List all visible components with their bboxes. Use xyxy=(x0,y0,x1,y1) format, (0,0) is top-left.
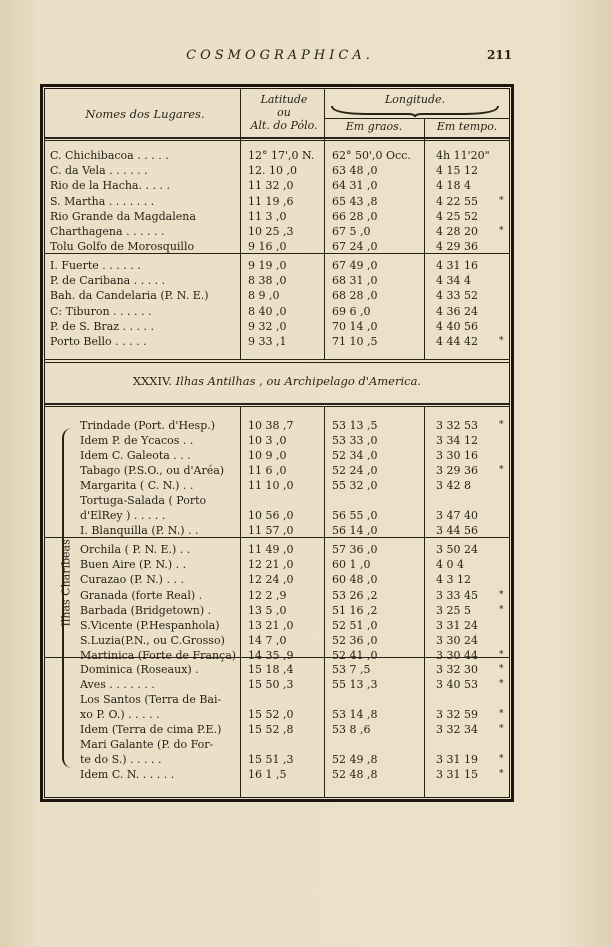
longitude-degrees-cell: 52 51 ,0 xyxy=(332,619,378,632)
table-row xyxy=(0,588,612,603)
longitude-degrees-cell: 65 43 ,8 xyxy=(332,194,378,208)
longitude-time-cell: 3 30 16 xyxy=(436,449,478,462)
latitude-cell: 10 9 ,0 xyxy=(248,449,287,462)
section-rule-top xyxy=(44,359,510,360)
place-name: te do S.) . . . . . xyxy=(80,753,162,766)
latitude-cell: 12 21 ,0 xyxy=(248,558,294,572)
longitude-time-cell: 4 3 12 xyxy=(436,573,471,587)
place-name: Idem C. Galeota . . . xyxy=(80,449,191,462)
table-row xyxy=(0,319,612,334)
latitude-cell: 15 18 ,4 xyxy=(248,663,294,676)
longitude-time-cell: 4 34 4 xyxy=(436,274,471,288)
longitude-degrees-cell: 52 24 ,0 xyxy=(332,464,378,477)
table-row xyxy=(0,722,612,737)
longitude-time-cell: 3 25 5 xyxy=(436,603,471,617)
table-row xyxy=(0,633,612,648)
section-rule-bottom xyxy=(44,403,510,405)
header-rule-2 xyxy=(44,140,510,141)
longitude-time-cell: 3 31 24 xyxy=(436,619,478,632)
section-rule-bottom-2 xyxy=(44,406,510,407)
longitude-degrees-cell: 66 28 ,0 xyxy=(332,209,378,223)
latitude-cell: 9 16 ,0 xyxy=(248,240,287,254)
place-name: Tolu Golfo de Morosquillo xyxy=(50,240,195,254)
place-name: Trindade (Port. d'Hesp.) xyxy=(80,419,216,432)
longitude-time-cell: 3 44 56 xyxy=(436,524,478,537)
table-row xyxy=(0,523,612,538)
place-name: Idem (Terra de cima P.E.) xyxy=(80,723,222,736)
latitude-cell: 9 32 ,0 xyxy=(248,319,287,333)
place-name: C. da Vela . . . . . . xyxy=(50,164,148,178)
latitude-cell: 15 52 ,0 xyxy=(248,708,294,721)
longitude-time-cell: 4 29 36 xyxy=(436,240,478,254)
latitude-cell: 13 5 ,0 xyxy=(248,603,287,617)
latitude-cell: 14 7 ,0 xyxy=(248,634,287,648)
longitude-time-cell: 3 32 30 xyxy=(436,663,478,676)
asterisk-mark: * xyxy=(499,604,504,615)
asterisk-mark: * xyxy=(499,769,504,779)
latitude-cell: 15 52 ,8 xyxy=(248,723,294,736)
table-row xyxy=(0,618,612,633)
header-lat-2: ou xyxy=(277,106,291,119)
place-name: Bah. da Candelaria (P. N. E.) xyxy=(50,289,209,303)
longitude-time-cell: 3 32 34 xyxy=(436,723,478,736)
latitude-cell: 9 19 ,0 xyxy=(248,259,287,272)
longitude-time-cell: 3 34 12 xyxy=(436,434,478,447)
longitude-brace xyxy=(330,104,500,118)
latitude-cell: 11 57 ,0 xyxy=(248,524,294,537)
place-name: Idem C. N. . . . . . xyxy=(80,768,175,781)
place-name: Rio de la Hacha. . . . . xyxy=(50,179,170,193)
longitude-degrees-cell: 52 49 ,8 xyxy=(332,753,378,766)
table-row xyxy=(0,148,612,163)
section-title: Ilhas Antilhas , ou Archipelago d'America. xyxy=(175,374,422,388)
place-name: Granada (forte Real) . xyxy=(80,588,203,602)
longitude-time-cell: 3 32 53 xyxy=(436,419,478,432)
longitude-time-cell: 3 31 19 xyxy=(436,753,478,766)
longitude-degrees-cell: 52 48 ,8 xyxy=(332,768,378,781)
latitude-cell: 11 49 ,0 xyxy=(248,543,294,556)
longitude-time-cell: 4 40 56 xyxy=(436,319,478,333)
latitude-cell: 8 40 ,0 xyxy=(248,304,287,318)
longitude-degrees-cell: 53 33 ,0 xyxy=(332,434,378,447)
header-name: Nomes dos Lugares. xyxy=(85,107,205,121)
latitude-cell: 11 3 ,0 xyxy=(248,209,287,223)
longitude-degrees-cell: 52 34 ,0 xyxy=(332,449,378,462)
longitude-time-cell: 4 25 52 xyxy=(436,209,478,223)
latitude-cell: 15 51 ,3 xyxy=(248,753,294,766)
graos-tempo-rule xyxy=(324,118,510,119)
latitude-cell: 12 24 ,0 xyxy=(248,573,294,587)
group-divider-3 xyxy=(44,537,510,538)
place-name: P. de S. Braz . . . . . xyxy=(50,319,155,333)
place-name: I. Blanquilla (P. N.) . . xyxy=(80,524,199,537)
side-label-ilhas-charibeas: Ilhas Charibeas xyxy=(59,539,73,627)
table-row xyxy=(0,707,612,722)
latitude-cell: 12° 17',0 N. xyxy=(248,149,315,162)
longitude-time-cell: 3 40 53 xyxy=(436,678,478,691)
section-number: XXXIV. xyxy=(132,374,172,388)
place-name: Rio Grande da Magdalena xyxy=(50,209,196,223)
longitude-degrees-cell: 60 1 ,0 xyxy=(332,558,371,572)
asterisk-mark: * xyxy=(499,226,504,236)
longitude-degrees-cell: 53 13 ,5 xyxy=(332,419,378,432)
header-lat-3: Alt. do Pólo. xyxy=(250,119,318,132)
longitude-degrees-cell: 53 26 ,2 xyxy=(332,588,378,602)
table-row xyxy=(0,258,612,273)
latitude-cell: 10 25 ,3 xyxy=(248,225,294,238)
longitude-time-cell: 4 0 4 xyxy=(436,558,464,572)
longitude-degrees-cell: 70 14 ,0 xyxy=(332,319,378,333)
table-row xyxy=(0,542,612,557)
table-row xyxy=(0,737,612,752)
table-row xyxy=(0,334,612,349)
asterisk-mark: * xyxy=(499,465,504,475)
longitude-time-cell: 3 42 8 xyxy=(436,479,471,492)
longitude-time-cell: 4h 11'20" xyxy=(436,149,490,162)
longitude-time-cell: 4 33 52 xyxy=(436,289,478,303)
longitude-time-cell: 4 22 55 xyxy=(436,194,478,208)
place-name: Mari Galante (P. do For- xyxy=(80,738,214,751)
asterisk-mark: * xyxy=(499,724,504,734)
table-row xyxy=(0,493,612,508)
table-row xyxy=(0,273,612,288)
table-row xyxy=(0,767,612,782)
table-row xyxy=(0,433,612,448)
page-number: 211 xyxy=(487,48,513,62)
latitude-cell: 15 50 ,3 xyxy=(248,678,294,691)
table-row xyxy=(0,557,612,572)
place-name: P. de Caribana . . . . . xyxy=(50,274,166,288)
longitude-time-cell: 3 29 36 xyxy=(436,464,478,477)
longitude-degrees-cell: 67 24 ,0 xyxy=(332,240,378,254)
place-name: Margarita ( C. N.) . . xyxy=(80,479,194,492)
table-row xyxy=(0,603,612,618)
place-name: Orchila ( P. N. E.) . . xyxy=(80,543,191,556)
longitude-degrees-cell: 67 5 ,0 xyxy=(332,225,371,238)
section-heading xyxy=(44,374,510,388)
longitude-degrees-cell: 56 14 ,0 xyxy=(332,524,378,537)
table-row xyxy=(0,478,612,493)
longitude-degrees-cell: 57 36 ,0 xyxy=(332,543,378,556)
table-row xyxy=(0,692,612,707)
longitude-time-cell: 4 15 12 xyxy=(436,164,478,178)
table-row xyxy=(0,752,612,767)
place-name: Buen Aire (P. N.) . . xyxy=(80,558,187,572)
header-lat-1: Latitude xyxy=(260,93,308,106)
latitude-cell: 10 3 ,0 xyxy=(248,434,287,447)
place-name: Los Santos (Terra de Bai- xyxy=(80,693,222,706)
table-row xyxy=(0,288,612,303)
longitude-degrees-cell: 56 55 ,0 xyxy=(332,509,378,522)
longitude-degrees-cell: 68 31 ,0 xyxy=(332,274,378,288)
table-row xyxy=(0,209,612,224)
latitude-cell: 12. 10 ,0 xyxy=(248,164,297,178)
table-row xyxy=(0,304,612,319)
place-name: Martinica (Forte de França) xyxy=(80,649,237,663)
latitude-cell: 11 10 ,0 xyxy=(248,479,294,492)
place-name: Curazao (P. N.) . . . xyxy=(80,573,184,587)
longitude-degrees-cell: 52 41 ,0 xyxy=(332,649,378,663)
table-row xyxy=(0,178,612,193)
longitude-degrees-cell: 55 13 ,3 xyxy=(332,678,378,691)
table-row xyxy=(0,239,612,254)
asterisk-mark: * xyxy=(499,709,504,719)
table-row xyxy=(0,662,612,677)
longitude-degrees-cell: 71 10 ,5 xyxy=(332,335,378,348)
latitude-cell: 14 35 ,9 xyxy=(248,649,294,663)
place-name: S.Luzia(P.N., ou C.Grosso) xyxy=(80,634,225,648)
longitude-time-cell: 3 33 45 xyxy=(436,588,478,602)
place-name: I. Fuerte . . . . . . xyxy=(50,259,141,272)
longitude-degrees-cell: 68 28 ,0 xyxy=(332,289,378,303)
longitude-time-cell: 3 32 59 xyxy=(436,708,478,721)
longitude-degrees-cell: 53 14 ,8 xyxy=(332,708,378,721)
longitude-degrees-cell: 64 31 ,0 xyxy=(332,179,378,193)
longitude-degrees-cell: 51 16 ,2 xyxy=(332,603,378,617)
longitude-time-cell: 3 47 40 xyxy=(436,509,478,522)
table-row xyxy=(0,448,612,463)
table-row xyxy=(0,418,612,433)
asterisk-mark: * xyxy=(499,664,504,674)
header-lon: Longitude. xyxy=(384,93,446,106)
place-name: C: Tiburon . . . . . . xyxy=(50,304,152,318)
asterisk-mark: * xyxy=(499,679,504,689)
longitude-time-cell: 3 30 44 xyxy=(436,649,478,663)
latitude-cell: 16 1 ,5 xyxy=(248,768,287,781)
longitude-degrees-cell: 55 32 ,0 xyxy=(332,479,378,492)
place-name: Dominica (Roseaux) . xyxy=(80,663,199,676)
longitude-degrees-cell: 62° 50',0 Occ. xyxy=(332,149,411,162)
longitude-degrees-cell: 63 48 ,0 xyxy=(332,164,378,178)
latitude-cell: 13 21 ,0 xyxy=(248,619,294,632)
latitude-cell: 10 56 ,0 xyxy=(248,509,294,522)
latitude-cell: 9 33 ,1 xyxy=(248,335,287,348)
header-graos: Em graos. xyxy=(345,120,403,133)
place-name: Idem P. de Ycacos . . xyxy=(80,434,194,447)
asterisk-mark: * xyxy=(499,420,504,430)
longitude-degrees-cell: 60 48 ,0 xyxy=(332,573,378,587)
longitude-time-cell: 4 28 20 xyxy=(436,225,478,238)
place-name: Aves . . . . . . . xyxy=(80,678,155,691)
place-name: d'ElRey ) . . . . . xyxy=(80,509,166,522)
latitude-cell: 8 9 ,0 xyxy=(248,289,280,303)
place-name: Tabago (P.S.O., ou d'Aréa) xyxy=(80,464,225,477)
longitude-time-cell: 3 50 24 xyxy=(436,543,478,556)
place-name: Porto Bello . . . . . xyxy=(50,335,147,348)
place-name: S. Martha . . . . . . . xyxy=(50,194,155,208)
longitude-degrees-cell: 69 6 ,0 xyxy=(332,304,371,318)
latitude-cell: 11 19 ,6 xyxy=(248,194,294,208)
place-name: Tortuga-Salada ( Porto xyxy=(80,494,207,507)
longitude-degrees-cell: 52 36 ,0 xyxy=(332,634,378,648)
asterisk-mark: * xyxy=(499,650,504,661)
longitude-time-cell: 4 18 4 xyxy=(436,179,471,193)
group-divider-4 xyxy=(44,657,510,658)
latitude-cell: 12 2 ,9 xyxy=(248,588,287,602)
latitude-cell: 11 32 ,0 xyxy=(248,179,294,193)
longitude-degrees-cell: 53 7 ,5 xyxy=(332,663,371,676)
table-row xyxy=(0,572,612,587)
header-rule xyxy=(44,137,510,139)
asterisk-mark: * xyxy=(499,195,504,206)
asterisk-mark: * xyxy=(499,754,504,764)
place-name: xo P. O.) . . . . . xyxy=(80,708,160,721)
table-row xyxy=(0,194,612,209)
latitude-cell: 10 38 ,7 xyxy=(248,419,294,432)
section-rule-top-2 xyxy=(44,362,510,363)
group-divider-1 xyxy=(44,253,510,254)
latitude-cell: 8 38 ,0 xyxy=(248,274,287,288)
longitude-time-cell: 3 31 15 xyxy=(436,768,478,781)
place-name: Barbada (Bridgetown) . xyxy=(80,603,212,617)
latitude-cell: 11 6 ,0 xyxy=(248,464,287,477)
table-row xyxy=(0,677,612,692)
header-tempo: Em tempo. xyxy=(436,120,498,133)
running-title: COSMOGRAPHICA. xyxy=(186,48,374,63)
place-name: C. Chichibacoa . . . . . xyxy=(50,149,169,162)
longitude-time-cell: 4 44 42 xyxy=(436,335,478,348)
longitude-time-cell: 4 36 24 xyxy=(436,304,478,318)
table-row xyxy=(0,508,612,523)
place-name: S.Vicente (P.Hespanhola) xyxy=(80,619,220,632)
asterisk-mark: * xyxy=(499,589,504,600)
asterisk-mark: * xyxy=(499,336,504,346)
longitude-time-cell: 4 31 16 xyxy=(436,259,478,272)
longitude-time-cell: 3 30 24 xyxy=(436,634,478,648)
table-row xyxy=(0,224,612,239)
table-row xyxy=(0,163,612,178)
longitude-degrees-cell: 53 8 ,6 xyxy=(332,723,371,736)
place-name: Charthagena . . . . . . xyxy=(50,225,165,238)
longitude-degrees-cell: 67 49 ,0 xyxy=(332,259,378,272)
table-row xyxy=(0,463,612,478)
